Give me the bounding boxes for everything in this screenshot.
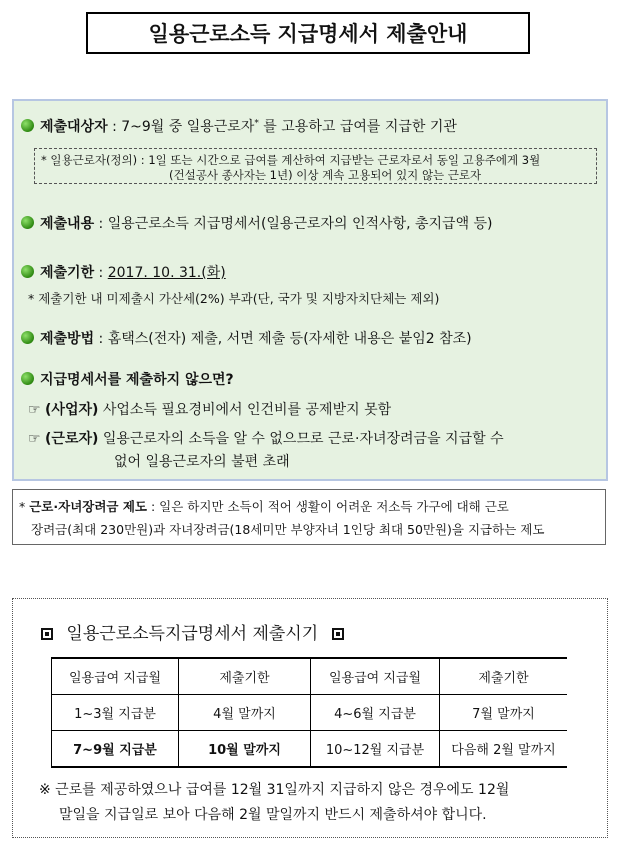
definition-box xyxy=(34,148,597,184)
table-header: 일용급여 지급월 xyxy=(52,658,179,695)
table-row xyxy=(52,731,568,768)
bullet-icon xyxy=(21,331,34,344)
method-row xyxy=(40,328,472,348)
schedule-title xyxy=(41,619,344,644)
table-cell: 10~12월 지급분 xyxy=(311,731,440,768)
table-cell: 4월 말까지 xyxy=(179,695,311,731)
schedule-footnote-1: ※ 근로를 제공하였으나 급여를 12월 31일까지 지급하지 않은 경우에도 12월 xyxy=(39,782,510,798)
note-line-2: 장려금(최대 230만원)과 자녀장려금(18세미만 부양자녀 1인당 최대 50만원)을 지급하는 제도 xyxy=(31,522,545,537)
note-text: : 일은 하지만 소득이 적어 생활이 어려운 저소득 가구에 대해 근로 xyxy=(147,499,509,514)
square-bullet-icon xyxy=(41,628,53,640)
content-text: : 일용근로소득 지급명세서(일용근로자의 인적사항, 총지급액 등) xyxy=(94,216,493,232)
table-cell: 7~9월 지급분 xyxy=(52,731,179,768)
square-bullet-icon xyxy=(332,628,344,640)
content-label: 제출내용 xyxy=(40,216,95,232)
deadline-sep: : xyxy=(94,265,108,281)
target-mark: * xyxy=(254,118,259,129)
penalty-business-text: 사업소득 필요경비에서 인건비를 공제받지 못함 xyxy=(102,402,392,418)
table-cell: 다음해 2월 말까지 xyxy=(440,731,568,768)
bullet-icon xyxy=(21,119,34,132)
penalty-worker-text-cont: 없어 일용근로자의 불편 초래 xyxy=(114,454,290,470)
table-header: 제출기한 xyxy=(179,658,311,695)
table-cell: 1~3월 지급분 xyxy=(52,695,179,731)
definition-line-1: * 일용근로자(정의) : 1일 또는 시간으로 급여를 계산하여 지급받는 근로자로서 동일 고용주에게 3월 xyxy=(41,153,541,167)
method-label: 제출방법 xyxy=(40,331,95,347)
content-row xyxy=(40,213,493,233)
target-text-after: 를 고용하고 급여를 지급한 기관 xyxy=(258,119,457,135)
target-row xyxy=(40,116,457,136)
penalty-item-business xyxy=(28,399,391,419)
bullet-icon xyxy=(21,372,34,385)
schedule-title-text: 일용근로소득지급명세서 제출시기 xyxy=(66,624,319,644)
schedule-footnote-2: 말일을 지급일로 보아 다음해 2월 말일까지 반드시 제출하셔야 합니다. xyxy=(59,807,487,823)
target-text: : 7~9월 중 일용근로자 xyxy=(107,119,255,135)
penalty-heading: 지급명세서를 제출하지 않으면? xyxy=(40,372,234,388)
schedule-table xyxy=(51,657,567,768)
page-title-text: 일용근로소득 지급명세서 제출안내 xyxy=(148,22,468,46)
penalty-worker-text: 일용근로자의 소득을 알 수 없으므로 근로·자녀장려금을 지급할 수 xyxy=(102,431,504,447)
definition-line-2: (건설공사 종사자는 1년) 이상 계속 고용되어 있지 않는 근로자 xyxy=(169,168,482,182)
tax-credit-note xyxy=(12,489,606,545)
schedule-section xyxy=(12,598,608,838)
table-header: 일용급여 지급월 xyxy=(311,658,440,695)
note-line-1 xyxy=(19,497,509,515)
pointing-hand-icon: ☞ xyxy=(28,431,41,447)
info-panel xyxy=(12,99,608,481)
table-header: 제출기한 xyxy=(440,658,568,695)
page-title xyxy=(86,12,530,54)
note-label: 근로·자녀장려금 제도 xyxy=(29,499,148,514)
table-row xyxy=(52,695,568,731)
method-text: : 홈택스(전자) 제출, 서면 제출 등(자세한 내용은 붙임2 참조) xyxy=(94,331,472,347)
deadline-row xyxy=(40,262,226,282)
table-cell: 4~6월 지급분 xyxy=(311,695,440,731)
bullet-icon xyxy=(21,216,34,229)
penalty-worker-label: (근로자) xyxy=(45,431,99,447)
table-cell: 10월 말까지 xyxy=(179,731,311,768)
note-mark: * xyxy=(19,499,26,514)
target-label: 제출대상자 xyxy=(40,119,108,135)
deadline-label: 제출기한 xyxy=(40,265,95,281)
deadline-date: 2017. 10. 31.(화) xyxy=(107,265,226,281)
penalty-item-worker xyxy=(28,428,504,448)
table-cell: 7월 말까지 xyxy=(440,695,568,731)
pointing-hand-icon: ☞ xyxy=(28,402,41,418)
table-header-row xyxy=(52,658,568,695)
deadline-note: * 제출기한 내 미제출시 가산세(2%) 부과(단, 국가 및 지방자치단체는 제외) xyxy=(28,291,440,306)
bullet-icon xyxy=(21,265,34,278)
penalty-business-label: (사업자) xyxy=(45,402,99,418)
